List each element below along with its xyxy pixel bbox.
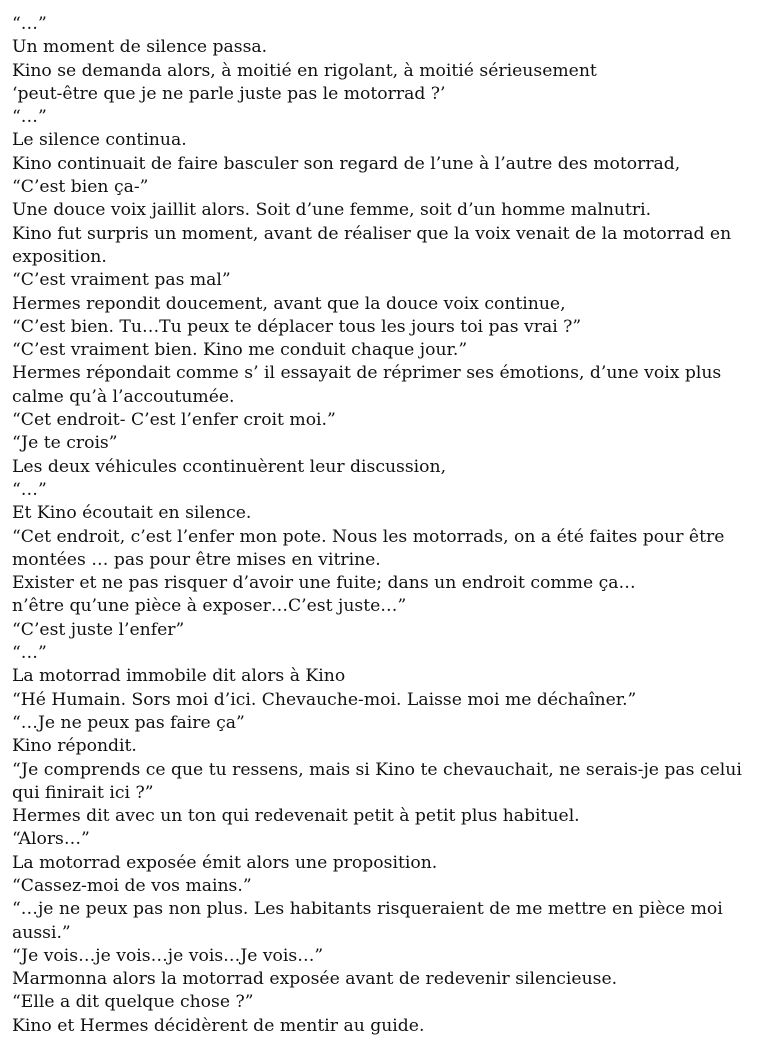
text-line: ‘peut-être que je ne parle juste pas le motorrad ?’ — [12, 83, 446, 104]
text-line: “…Je ne peux pas faire ça” — [12, 712, 245, 733]
text-line: Marmonna alors la motorrad exposée avant de redevenir silencieuse. — [12, 969, 618, 990]
text-line: Exister et ne pas risquer d’avoir une fuite; dans un endroit comme ça… — [12, 573, 636, 594]
text-line: La motorrad exposée émit alors une proposition. — [12, 852, 438, 873]
text-line: La motorrad immobile dit alors à Kino — [12, 666, 346, 687]
text-line: Un moment de silence passa. — [12, 37, 268, 58]
text-line: “C’est bien ça-” — [12, 177, 149, 198]
text-line: Hermes dit avec un ton qui redevenait petit à petit plus habituel. — [12, 806, 580, 827]
text-line: “C’est vraiment pas mal” — [12, 270, 231, 291]
text-line: Kino répondit. — [12, 736, 137, 757]
text-line: Hermes répondait comme s’ il essayait de réprimer ses émotions, d’une voix plus calme qu’à l’accoutumée. — [12, 363, 722, 407]
text-line: “Je te crois” — [12, 433, 118, 454]
text-line: “Alors…” — [12, 829, 90, 850]
text-line: “…” — [12, 14, 47, 34]
document-body — [12, 13, 764, 1038]
text-line: “C’est bien. Tu…Tu peux te déplacer tous les jours toi pas vrai ?” — [12, 316, 582, 337]
text-line: “C’est juste l’enfer” — [12, 619, 185, 640]
text-line: Hermes repondit doucement, avant que la douce voix continue, — [12, 293, 566, 314]
text-line: “C’est vraiment bien. Kino me conduit chaque jour.” — [12, 340, 468, 361]
text-line: “Je comprends ce que tu ressens, mais si Kino te chevauchait, ne serais-je pas celui qui finirait ici ?” — [12, 759, 742, 803]
text-line: Kino et Hermes décidèrent de mentir au guide. — [12, 1015, 425, 1036]
text-line: Une douce voix jaillit alors. Soit d’une femme, soit d’un homme malnutri. — [12, 200, 652, 221]
text-line: Le silence continua. — [12, 130, 187, 151]
text-line: “…” — [12, 107, 47, 128]
text-line: Kino continuait de faire basculer son regard de l’une à l’autre des motorrad, — [12, 153, 681, 174]
text-line: “Elle a dit quelque chose ?” — [12, 992, 254, 1013]
text-line: “Cet endroit, c’est l’enfer mon pote. Nous les motorrads, on a été faites pour être montées … pas pour être mises en vitrine. — [12, 526, 725, 570]
text-line: “Hé Humain. Sors moi d’ici. Chevauche-moi. Laisse moi me déchaîner.” — [12, 689, 637, 710]
text-line: “Je vois…je vois…je vois…Je vois…” — [12, 945, 324, 966]
text-line: “…” — [12, 479, 47, 500]
text-line: “Cassez-moi de vos mains.” — [12, 875, 252, 896]
text-line: “…je ne peux pas non plus. Les habitants risqueraient de me mettre en pièce moi aussi.” — [12, 899, 723, 943]
text-line: Et Kino écoutait en silence. — [12, 503, 252, 524]
text-line: n’être qu’une pièce à exposer…C’est juste…” — [12, 596, 407, 617]
text-line: “…” — [12, 643, 47, 664]
text-line: Les deux véhicules ccontinuèrent leur discussion, — [12, 456, 447, 477]
text-line: Kino se demanda alors, à moitié en rigolant, à moitié sérieusement — [12, 60, 597, 81]
text-line: “Cet endroit- C’est l’enfer croit moi.” — [12, 410, 336, 431]
text-line: Kino fut surpris un moment, avant de réaliser que la voix venait de la motorrad en exposition. — [12, 223, 732, 267]
